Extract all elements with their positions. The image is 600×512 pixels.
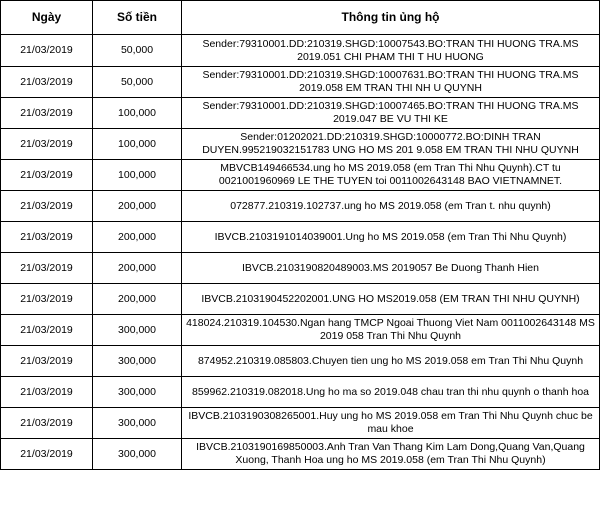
table-row <box>1 160 600 191</box>
cell-amount: 300,000 <box>93 439 182 470</box>
cell-date: 21/03/2019 <box>1 222 93 253</box>
cell-info: 072877.210319.102737.ung ho MS 2019.058 (em Tran t. nhu quynh) <box>182 191 600 222</box>
cell-amount: 50,000 <box>93 35 182 67</box>
cell-date: 21/03/2019 <box>1 98 93 129</box>
cell-date: 21/03/2019 <box>1 408 93 439</box>
cell-info: Sender:79310001.DD:210319.SHGD:10007543.BO:TRAN THI HUONG TRA.MS 2019.051 CHI PHAM THI T HU HUONG <box>182 35 600 67</box>
table-row <box>1 222 600 253</box>
table-row <box>1 98 600 129</box>
cell-info: IBVCB.2103190452202001.UNG HO MS2019.058 (EM TRAN THI NHU QUYNH) <box>182 284 600 315</box>
cell-info: IBVCB.2103190169850003.Anh Tran Van Thang Kim Lam Dong,Quang Van,Quang Xuong, Thanh Hoa ung ho MS 2019.058 (em Tran Thi Nhu Quynh) <box>182 439 600 470</box>
cell-date: 21/03/2019 <box>1 35 93 67</box>
cell-amount: 300,000 <box>93 377 182 408</box>
cell-info: 859962.210319.082018.Ung ho ma so 2019.048 chau tran thi nhu quynh o thanh hoa <box>182 377 600 408</box>
cell-date: 21/03/2019 <box>1 315 93 346</box>
table-row <box>1 253 600 284</box>
cell-info: Sender:01202021.DD:210319.SHGD:10000772.BO:DINH TRAN DUYEN.995219032151783 UNG HO MS 201 9.058 EM TRAN THI NHU QUYNH <box>182 129 600 160</box>
cell-date: 21/03/2019 <box>1 284 93 315</box>
table-row <box>1 35 600 67</box>
cell-info: Sender:79310001.DD:210319.SHGD:10007631.BO:TRAN THI HUONG TRA.MS 2019.058 EM TRAN THI NH U QUYNH <box>182 67 600 98</box>
cell-amount: 100,000 <box>93 129 182 160</box>
cell-date: 21/03/2019 <box>1 253 93 284</box>
cell-info: IBVCB.2103191014039001.Ung ho MS 2019.058 (em Tran Thi Nhu Quynh) <box>182 222 600 253</box>
cell-date: 21/03/2019 <box>1 346 93 377</box>
cell-date: 21/03/2019 <box>1 129 93 160</box>
table-row <box>1 408 600 439</box>
table-row <box>1 346 600 377</box>
cell-amount: 100,000 <box>93 98 182 129</box>
cell-amount: 300,000 <box>93 346 182 377</box>
header-row <box>1 1 600 35</box>
cell-date: 21/03/2019 <box>1 439 93 470</box>
cell-amount: 200,000 <box>93 222 182 253</box>
table-row <box>1 191 600 222</box>
table-body <box>1 35 600 470</box>
cell-amount: 200,000 <box>93 253 182 284</box>
header-amount: Số tiền <box>93 1 182 35</box>
cell-info: MBVCB149466534.ung ho MS 2019.058 (em Tran Thi Nhu Quynh).CT tu 0021001960969 LE THE TUYEN toi 0011002643148 BAO VIETNAMNET. <box>182 160 600 191</box>
cell-info: 874952.210319.085803.Chuyen tien ung ho MS 2019.058 em Tran Thi Nhu Quynh <box>182 346 600 377</box>
cell-amount: 200,000 <box>93 284 182 315</box>
cell-info: IBVCB.2103190308265001.Huy ung ho MS 2019.058 em Tran Thi Nhu Quynh chuc be mau khoe <box>182 408 600 439</box>
cell-date: 21/03/2019 <box>1 160 93 191</box>
cell-info: IBVCB.2103190820489003.MS 2019057 Be Duong Thanh Hien <box>182 253 600 284</box>
cell-date: 21/03/2019 <box>1 67 93 98</box>
cell-amount: 300,000 <box>93 315 182 346</box>
cell-date: 21/03/2019 <box>1 377 93 408</box>
cell-info: 418024.210319.104530.Ngan hang TMCP Ngoai Thuong Viet Nam 0011002643148 MS 2019 058 Tran Thi Nhu Quynh <box>182 315 600 346</box>
table-row <box>1 67 600 98</box>
header-info: Thông tin ủng hộ <box>182 1 600 35</box>
table-row <box>1 315 600 346</box>
table-row <box>1 284 600 315</box>
table-row <box>1 129 600 160</box>
cell-info: Sender:79310001.DD:210319.SHGD:10007465.BO:TRAN THI HUONG TRA.MS 2019.047 BE VU THI KE <box>182 98 600 129</box>
cell-amount: 200,000 <box>93 191 182 222</box>
table-row <box>1 439 600 470</box>
cell-amount: 300,000 <box>93 408 182 439</box>
cell-amount: 50,000 <box>93 67 182 98</box>
cell-date: 21/03/2019 <box>1 191 93 222</box>
header-date: Ngày <box>1 1 93 35</box>
table-row <box>1 377 600 408</box>
cell-amount: 100,000 <box>93 160 182 191</box>
